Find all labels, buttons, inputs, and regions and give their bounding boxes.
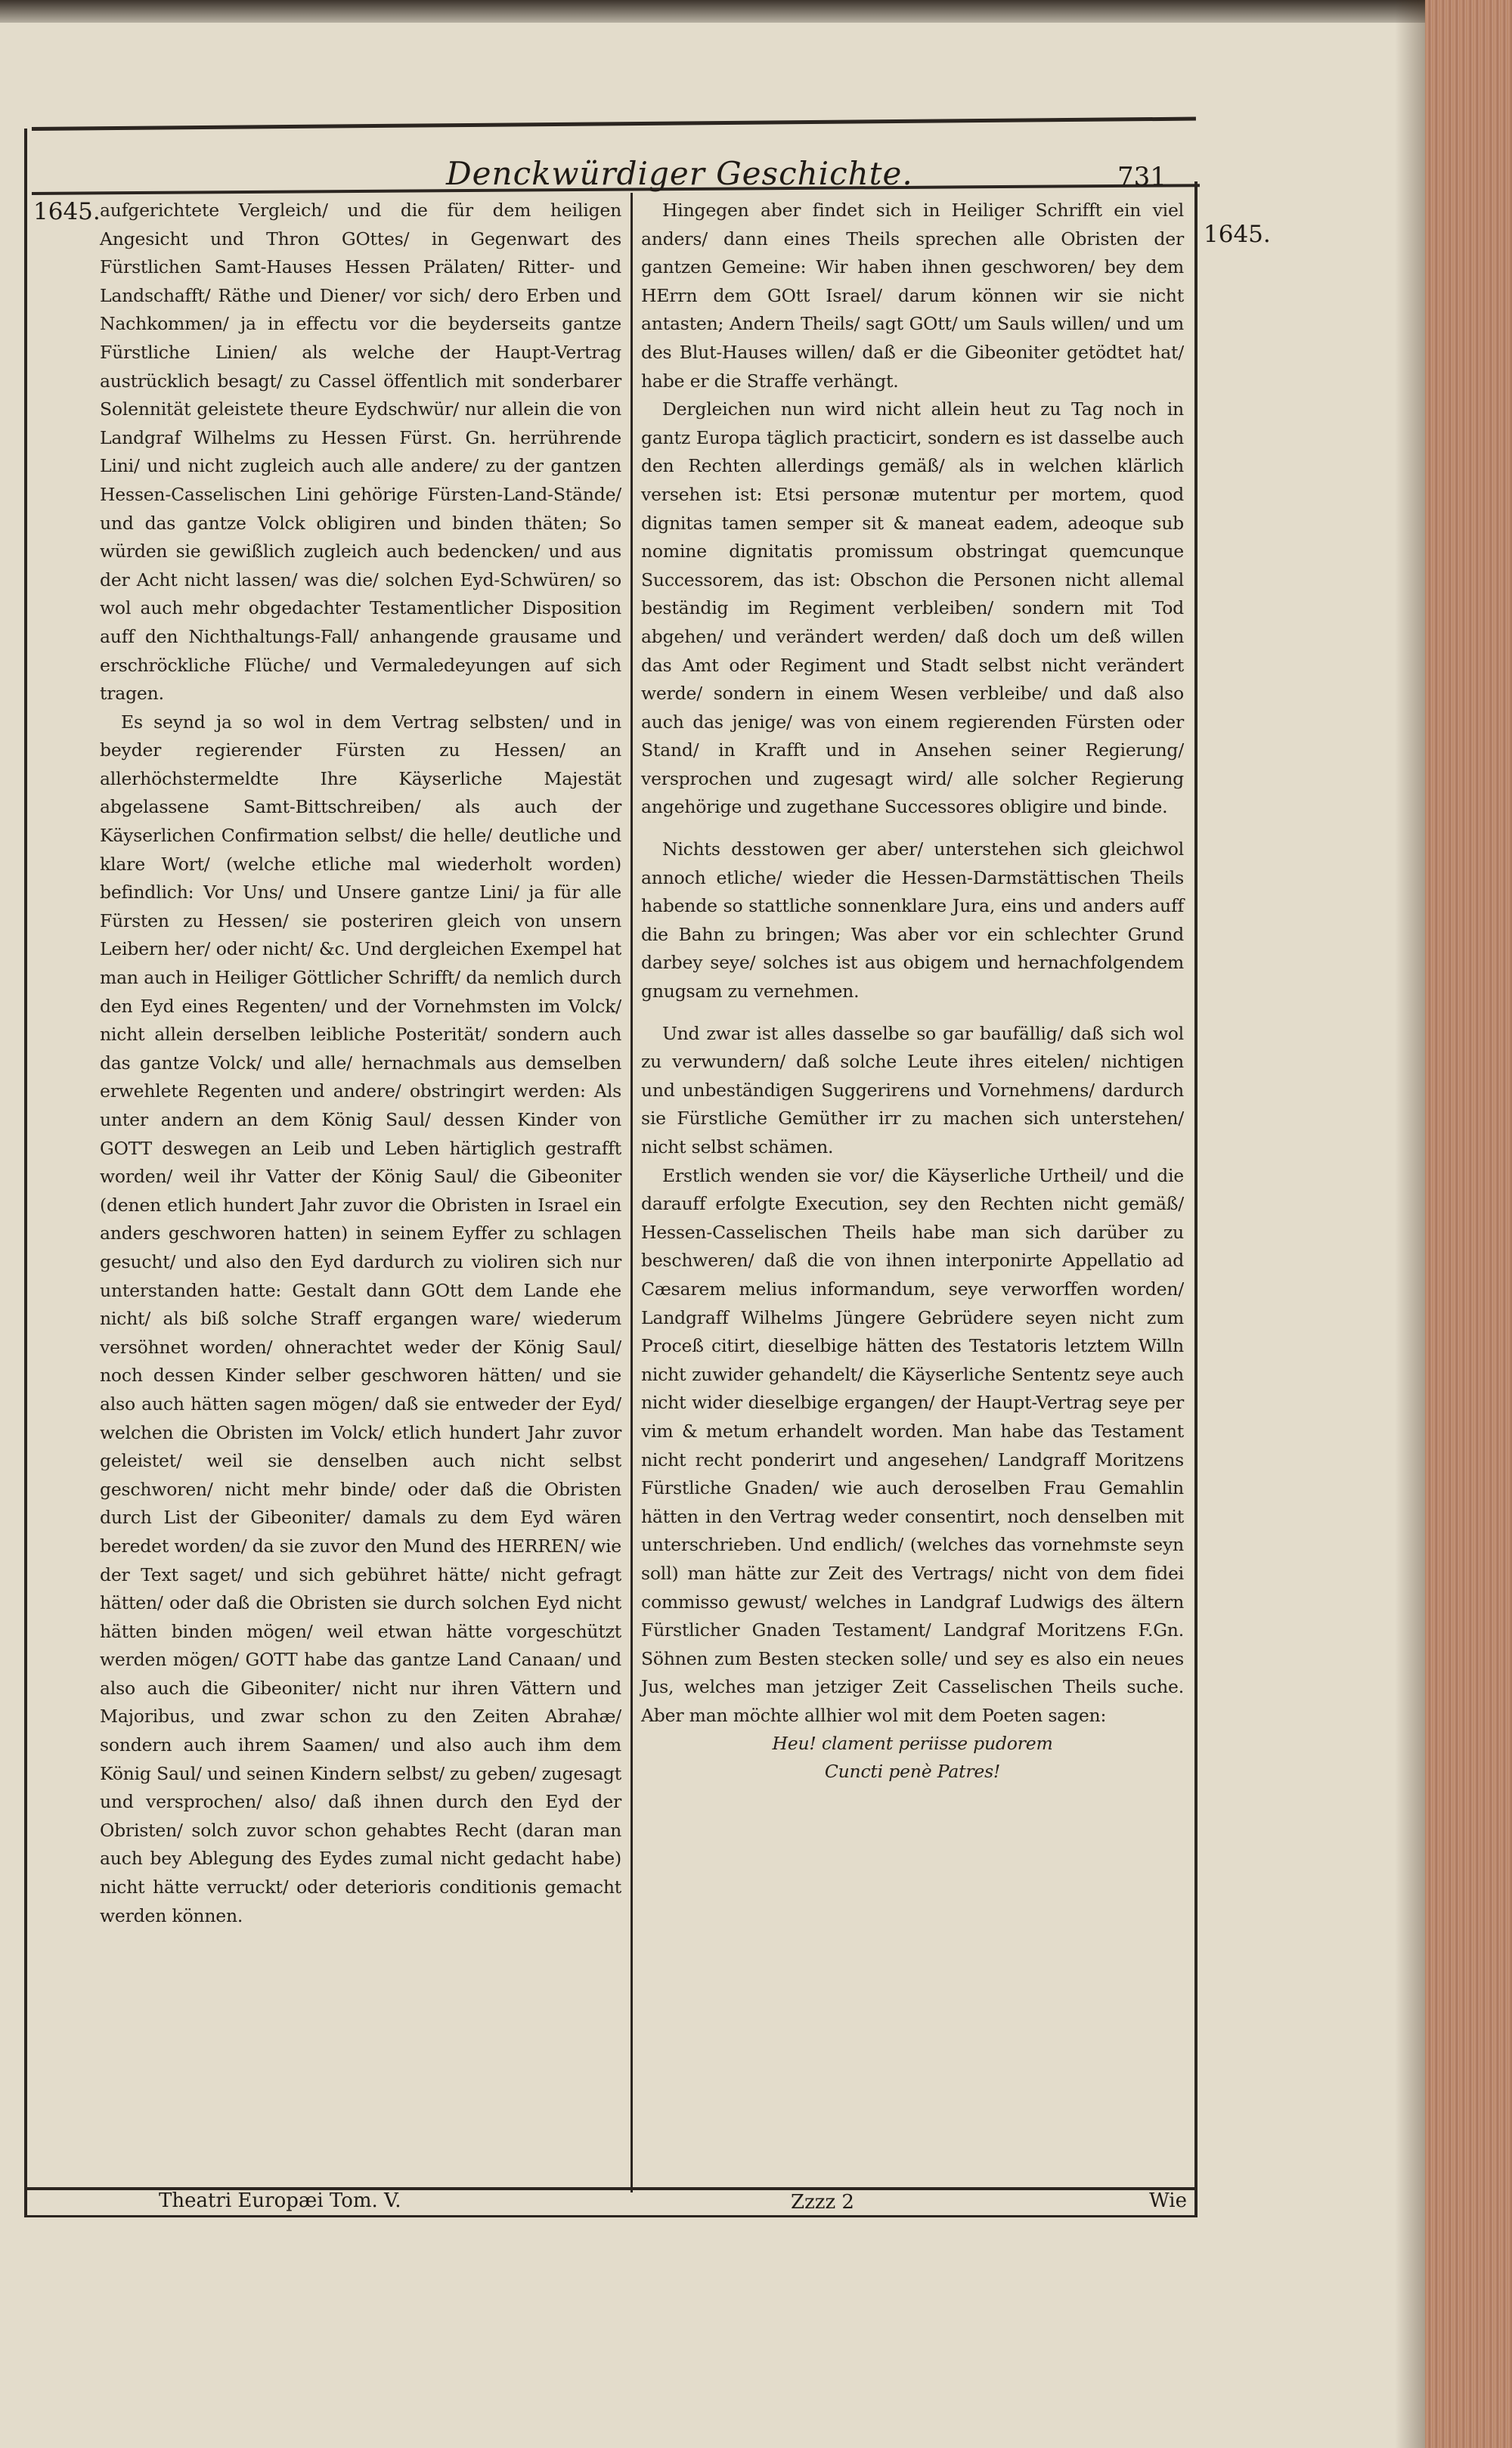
text-column-right: [641, 197, 1184, 1786]
paragraph: Hingegen aber findet sich in Heiliger Schrifft ein viel anders/ dann eines Theils sprechen alle Obristen der gantzen Gemeine: Wir haben ihnen geschworen/ bey dem HErrn dem GOtt Israel/ darum können wir sie nicht antasten; Andern Theils/ sagt GOtt/ um Sauls willen/ und um des Blut-Hauses willen/ daß er die Gibeoniter getödtet hat/ habe er die Straffe verhängt.: [641, 200, 1184, 392]
book-fore-edge: [1425, 0, 1512, 2448]
footer-title: Theatri Europæi Tom. V.: [159, 2189, 401, 2212]
frame-rule-right: [1194, 181, 1198, 2215]
page-gutter-shadow: [1395, 0, 1425, 2448]
margin-year-right: 1645.: [1204, 221, 1271, 248]
paragraph: aufgerichtete Vergleich/ und die für dem heiligen Angesicht und Thron GOttes/ in Gegenwart des Fürstlichen Samt-Hauses Hessen Prälaten/ Ritter- und Landschafft/ Räthe und Diener/ vor sich/ dero Erben und Nachkommen/ ja in effectu vor die beyderseits gantze Fürstliche Linien/ als welche der Haupt-Vertrag austrücklich besagt/ zu Cassel öffentlich mit sonderbarer Solennität geleistete theure Eydschwür/ nur allein die von Landgraf Wilhelms zu Hessen Fürst. Gn. herrührende Lini/ und nicht zugleich auch alle andere/ zu der gantzen Hessen-Casselischen Lini gehörige Fürsten-Land-Stände/ und das gantze Volck obligiren und binden thäten; So würden sie gewißlich zugleich auch bedencken/ und aus der Acht nicht lassen/ was die/ solchen Eyd-Schwüren/ so wol auch mehr obgedachter Testamentlicher Disposition auff den Nichthaltungs-Fall/ anhangende grausame und erschröckliche Flüche/ und Vermaledeyungen auf sich tragen.: [100, 200, 621, 705]
paragraph: Erstlich wenden sie vor/ die Käyserliche Urtheil/ und die darauff erfolgte Execution, sey den Rechten nicht gemäß/ Hessen-Casselischen Theils habe man sich darüber zu beschweren/ daß die von ihnen interponirte Appellatio ad Cæsarem melius informandum, seye verworffen worden/ Landgraff Wilhelms Jüngere Gebrüdere seyen nicht zum Proceß citirt, dieselbige hätten des Testatoris letztem Willn nicht zuwider gehandelt/ die Käyserliche Sententz seye auch nicht wider dieselbige ergangen/ der Haupt-Vertrag seye per vim & metum erhandelt worden. Man habe das Testament nicht recht ponderirt und angesehen/ Landgraff Moritzens Fürstliche Gnaden/ wie auch deroselben Frau Gemahlin hätten in den Vertrag weder consentirt, noch denselben mit unterschrieben. Und endlich/ (welches das vornehmste seyn soll) man hätte zur Zeit des Vertrags/ nicht von dem fidei commisso gewust/ welches in Landgraf Ludwigs des ältern Fürstlicher Gnaden Testament/ Landgraf Moritzens F.Gn. Söhnen zum Besten stecken solle/ und sey es also ein neues Jus, welches man jetziger Zeit Casselischen Theils suche. Aber man möchte allhier wol mit dem Poeten sagen:: [641, 1164, 1184, 1726]
verse-line: Heu! clament periisse pudorem: [772, 1733, 1053, 1755]
paragraph: Und zwar ist alles dasselbe so gar baufällig/ daß sich wol zu verwundern/ daß solche Leute ihres eitelen/ nichtigen und unbeständigen Suggerirens und Vornehmens/ dardurch sie Fürstliche Gemüther irr zu machen sich unterstehen/ nicht selbst schämen.: [641, 1022, 1184, 1157]
column-divider: [631, 193, 633, 2192]
margin-year-left: 1645.: [33, 198, 101, 225]
paragraph: Dergleichen nun wird nicht allein heut zu Tag noch in gantz Europa täglich practicirt, sondern es ist dasselbe auch den Rechten allerdings gemäß/ als in welchen klärlich versehen ist: Etsi personæ mutentur per mortem, quod dignitas tamen semper sit & maneat eadem, adeoque sub nomine dignitatis promissum obstringat quemcunque Successorem, das ist: Obschon die Personen nicht allemal beständig im Regiment verbleiben/ sondern mit Tod abgehen/ und verändert werden/ daß doch um deß willen das Amt oder Regiment und Stadt selbst nicht verändert werde/ sondern in einem Wesen verbleibe/ und daß also auch das jenige/ was von einem regierenden Fürsten oder Stand/ in Krafft und in Ansehen seiner Regierung/ versprochen und zugesagt wird/ alle solcher Regierung angehörige und zugethane Successores obligire und binde.: [641, 398, 1184, 818]
paragraph: Es seynd ja so wol in dem Vertrag selbsten/ und in beyder regierender Fürsten zu Hessen/ an allerhöchstermeldte Ihre Käyserliche Majestät abgelassene Samt-Bittschreiben/ als auch der Käyserlichen Confirmation selbst/ die helle/ deutliche und klare Wort/ (welche etliche mal wiederholt worden) befindlich: Vor Uns/ und Unsere gantze Lini/ ja für alle Fürsten zu Hessen/ sie posteriren gleich von unsern Leibern her/ oder nicht/ &c. Und dergleichen Exempel hat man auch in Heiliger Göttlicher Schrifft/ da nemlich durch den Eyd eines Regenten/ und der Vornehmsten im Volck/ nicht allein derselben leibliche Posterität/ sondern auch das gantze Volck/ und alle/ hernachmals aus demselben erwehlete Regenten und andere/ obstringirt werden: Als unter andern an dem König Saul/ dessen Kinder von GOTT deswegen an Leib und Leben härtiglich gestrafft worden/ weil ihr Vatter der König Saul/ die Gibeoniter (denen etlich hundert Jahr zuvor die Obristen in Israel ein anders geschworen hatten) in seinem Eyffer zu schlagen gesucht/ und also den Eyd dardurch zu violiren sich nur unterstanden hatte: Gestalt dann GOtt dem Lande ehe nicht/ als biß solche Straff ergangen ware/ wiederum versöhnet worden/ ohnerachtet weder der König Saul/ noch dessen Kinder selber geschworen hätten/ und sie also auch hätten sagen mögen/ daß sie entweder der Eyd/ welchen die Obristen im Volck/ etlich hundert Jahr zuvor geleistet/ weil sie denselben auch nicht selbst geschworen/ nicht mehr binde/ oder daß die Obristen durch List der Gibeoniter/ damals zu dem Eyd wären beredet worden/ da sie zuvor den Mund des HERREN/ wie der Text saget/ und sich gebühret hätte/ nicht gefragt hätten/ oder daß die Obristen sie durch solchen Eyd nicht hätten binden mögen/ weil etwan hätte vorgeschützt werden mögen/ GOTT habe das gantze Land Canaan/ und also auch die Gibeoniter/ nicht nur ihren Vättern und Majoribus, und zwar schon zu den Zeiten Abrahæ/ sondern auch ihrem Saamen/ und also auch ihm dem König Saul/ und seinen Kindern selbst/ zu geben/ zugesagt und versprochen/ also/ daß ihnen durch den Eyd der Obristen/ solch zuvor schon gehabtes Recht (daran man auch bey Ablegung des Eydes zumal nicht gedacht habe) nicht hätte verruckt/ oder deterioris conditionis gemacht werden können.: [100, 711, 622, 1926]
frame-rule-footer: [24, 2215, 1198, 2217]
signature-mark: Zzzz 2: [791, 2191, 854, 2214]
catchword: Wie: [1149, 2189, 1187, 2212]
verse-line: Cuncti penè Patres!: [824, 1761, 1001, 1783]
text-column-left: [100, 197, 621, 1930]
running-head: Denckwürdiger Geschichte.: [446, 155, 913, 192]
paragraph: Nichts desstowen ger aber/ unterstehen sich gleichwol annoch etliche/ wieder die Hessen-Darmstättischen Theils habende so stattliche sonnenklare Jura, eins und anders auff die Bahn zu bringen; Was aber vor ein schlechter Grund darbey seye/ solches ist aus obigem und hernachfolgendem gnugsam zu vernehmen.: [641, 838, 1184, 1002]
frame-rule-left: [24, 129, 27, 2215]
page-number: 731: [1117, 162, 1167, 192]
